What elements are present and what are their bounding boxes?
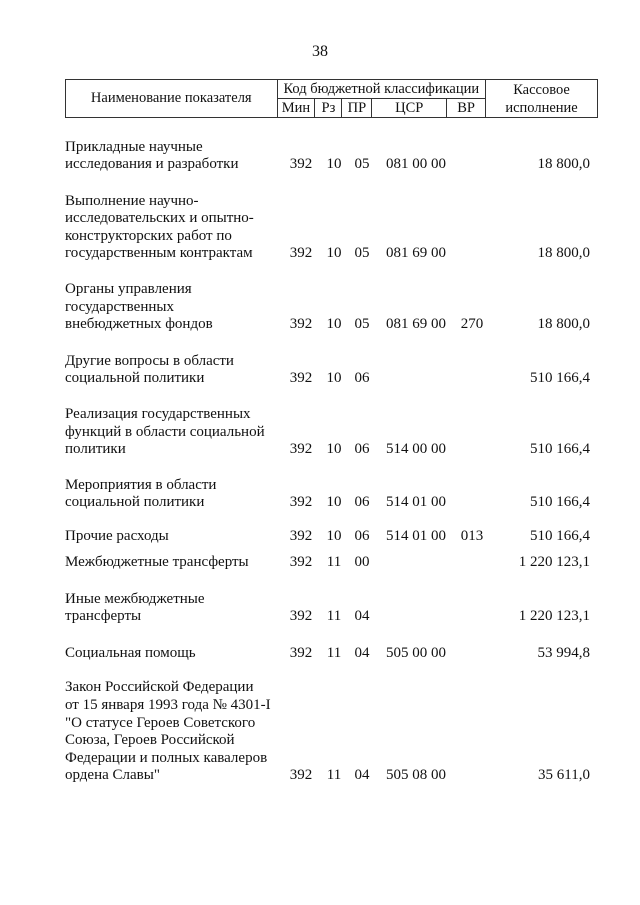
row-name: Выполнение научно- исследовательских и опытно- конструкторских работ по государственным контрактам — [65, 192, 254, 262]
row-min: 392 — [289, 554, 313, 571]
row-min: 392 — [289, 370, 313, 387]
row-min: 392 — [289, 156, 313, 173]
row-vr: 013 — [460, 528, 484, 545]
row-min: 392 — [289, 494, 313, 511]
row-csr: 514 01 00 — [386, 494, 446, 511]
row-name: Прочие расходы — [65, 528, 169, 545]
row-csr: 081 00 00 — [386, 156, 446, 173]
row-min: 392 — [289, 245, 313, 262]
header-csr: ЦСР — [372, 99, 447, 118]
row-rz: 10 — [326, 156, 342, 173]
row-csr: 505 00 00 — [386, 645, 446, 662]
row-rz: 11 — [326, 554, 342, 571]
row-pr: 06 — [354, 370, 370, 387]
header-name: Наименование показателя — [66, 80, 278, 118]
row-name: Межбюджетные трансферты — [65, 554, 249, 571]
row-rz: 11 — [326, 767, 342, 784]
row-name: Иные межбюджетные трансферты — [65, 590, 205, 625]
row-vr: 270 — [460, 316, 484, 333]
header-code-group: Код бюджетной классификации — [277, 80, 486, 99]
row-csr: 081 69 00 — [386, 316, 446, 333]
row-rz: 10 — [326, 370, 342, 387]
header-amount: Кассовое исполнение — [486, 80, 598, 118]
row-pr: 05 — [354, 156, 370, 173]
row-name: Органы управления государственных внебюджетных фондов — [65, 281, 213, 333]
row-pr: 06 — [354, 494, 370, 511]
row-name: Другие вопросы в области социальной политики — [65, 352, 234, 387]
row-amount: 18 800,0 — [537, 316, 590, 333]
row-amount: 53 994,8 — [537, 645, 590, 662]
row-pr: 06 — [354, 441, 370, 458]
row-pr: 06 — [354, 528, 370, 545]
row-pr: 05 — [354, 245, 370, 262]
row-rz: 11 — [326, 645, 342, 662]
row-rz: 10 — [326, 316, 342, 333]
table-header — [65, 79, 598, 118]
row-rz: 10 — [326, 528, 342, 545]
row-pr: 05 — [354, 316, 370, 333]
row-min: 392 — [289, 767, 313, 784]
row-min: 392 — [289, 645, 313, 662]
row-pr: 04 — [354, 767, 370, 784]
row-amount: 1 220 123,1 — [518, 608, 590, 625]
row-pr: 04 — [354, 645, 370, 662]
row-amount: 510 166,4 — [530, 370, 590, 387]
row-name: Прикладные научные исследования и разработки — [65, 138, 239, 173]
row-min: 392 — [289, 608, 313, 625]
row-min: 392 — [289, 528, 313, 545]
row-pr: 00 — [354, 554, 370, 571]
row-min: 392 — [289, 316, 313, 333]
row-amount: 35 611,0 — [538, 767, 590, 784]
row-amount: 18 800,0 — [537, 245, 590, 262]
row-amount: 510 166,4 — [530, 441, 590, 458]
page-number: 38 — [312, 43, 328, 60]
row-rz: 10 — [326, 245, 342, 262]
row-csr: 514 01 00 — [386, 528, 446, 545]
row-min: 392 — [289, 441, 313, 458]
row-name: Реализация государственных функций в области социальной политики — [65, 406, 265, 458]
row-rz: 10 — [326, 494, 342, 511]
row-csr: 505 08 00 — [386, 767, 446, 784]
row-amount: 18 800,0 — [537, 156, 590, 173]
header-vr: ВР — [447, 99, 486, 118]
row-name: Закон Российской Федерации от 15 января 1993 года № 4301-I "О статусе Героев Советского Союза, Героев Российской Федерации и полных кавалеров ордена Славы" — [65, 679, 271, 784]
row-rz: 11 — [326, 608, 342, 625]
row-rz: 10 — [326, 441, 342, 458]
row-csr: 081 69 00 — [386, 245, 446, 262]
row-name: Социальная помощь — [65, 645, 196, 662]
row-csr: 514 00 00 — [386, 441, 446, 458]
row-amount: 510 166,4 — [530, 494, 590, 511]
row-name: Мероприятия в области социальной политики — [65, 476, 217, 511]
header-pr: ПР — [342, 99, 372, 118]
row-amount: 1 220 123,1 — [518, 554, 590, 571]
header-min: Мин — [277, 99, 315, 118]
row-amount: 510 166,4 — [530, 528, 590, 545]
row-pr: 04 — [354, 608, 370, 625]
header-rz: Рз — [315, 99, 342, 118]
